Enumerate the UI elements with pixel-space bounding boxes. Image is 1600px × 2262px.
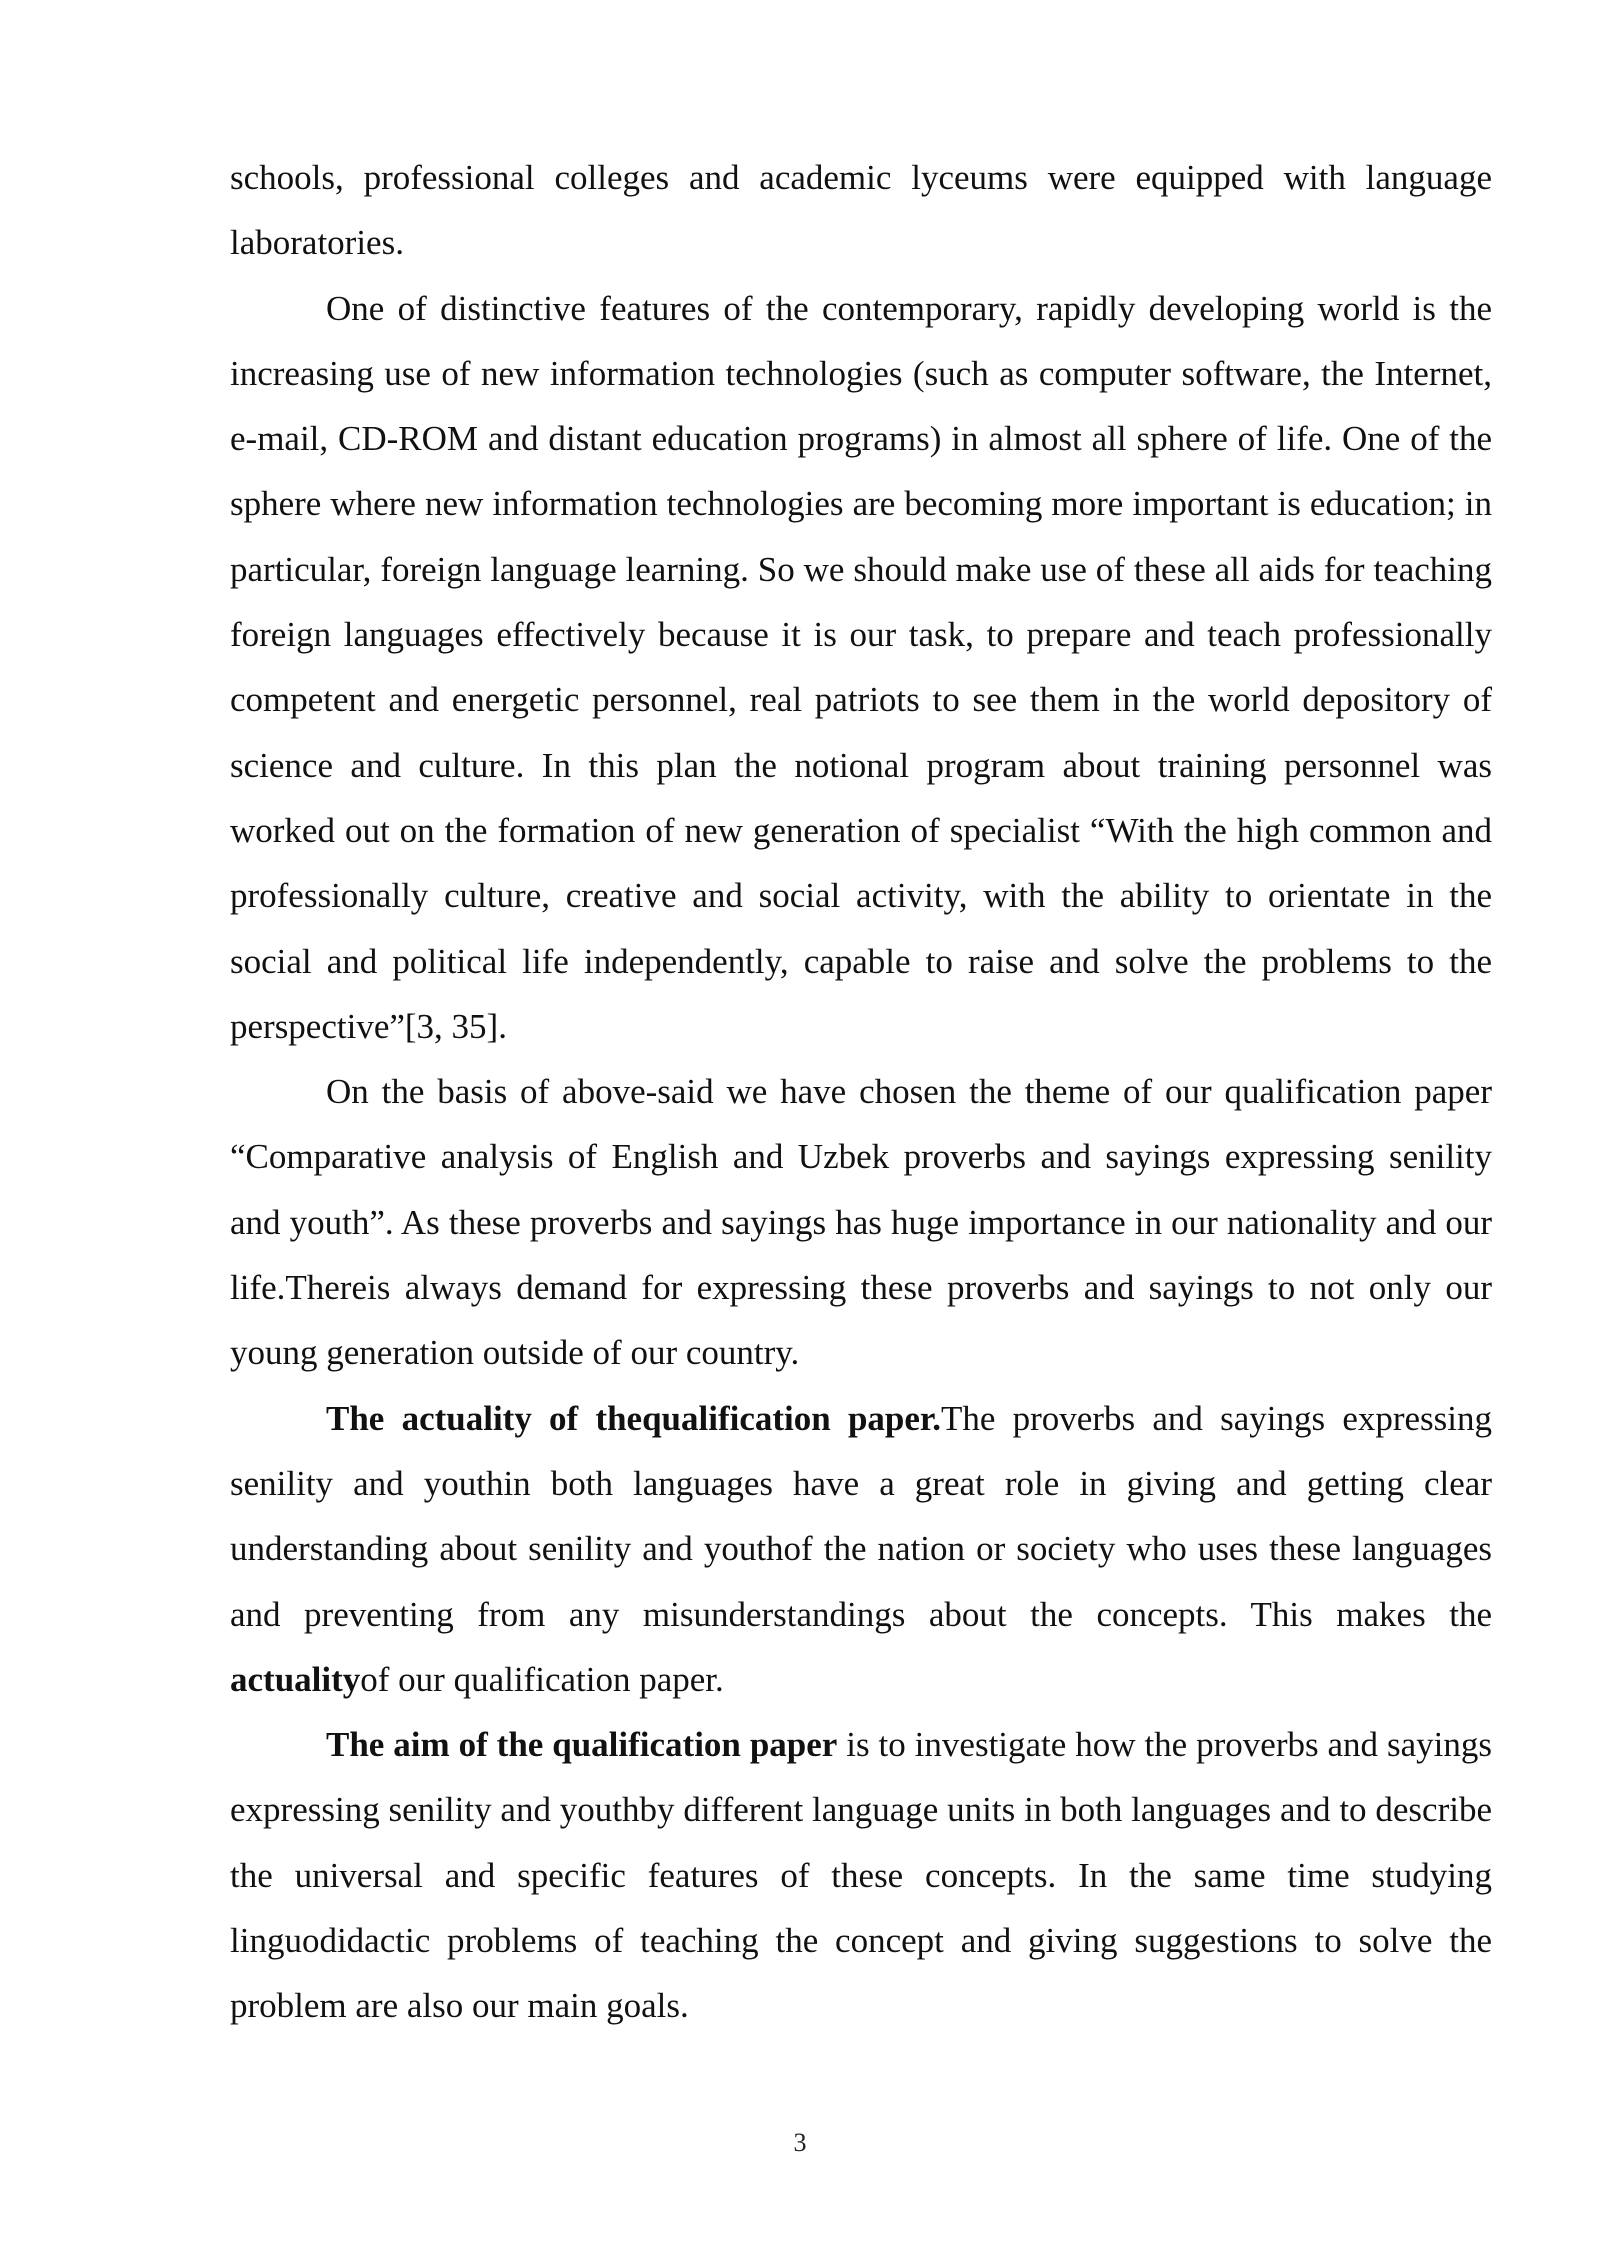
aim-text: is to investigate how the proverbs and sayings expressing senility and youthby different language units in both languages and to describe the universal and specific features of these concepts. In the same time studying linguodidactic problems of teaching the concept and giving suggestions to solve the problem are also our main goals.	[230, 1725, 1492, 2026]
paragraph-information-technologies: One of distinctive features of the contemporary, rapidly developing world is the increasing use of new information technologies (such as computer software, the Internet, e-mail, CD-ROM and distant education programs) in almost all sphere of life. One of the sphere where new information technologies are becoming more important is education; in particular, foreign language learning. So we should make use of these all aids for teaching foreign languages effectively because it is our task, to prepare and teach professionally competent and energetic personnel, real patriots to see them in the world depository of science and culture. In this plan the notional program about training personnel was worked out on the formation of new generation of specialist “With the high common and professionally culture, creative and social activity, with the ability to orientate in the social and political life independently, capable to raise and solve the problems to the perspective”[3, 35].	[230, 288, 1492, 1046]
paragraph-theme-choice: On the basis of above-said we have chosen the theme of our qualification paper “Comparative analysis of English and Uzbek proverbs and sayings expressing senility and youth”. As these proverbs and sayings has huge importance in our nationality and our life.Thereis always demand for expressing these proverbs and sayings to not only our young generation outside of our country.	[230, 1072, 1492, 1373]
paragraph-language-laboratories: schools, professional colleges and academic lyceums were equipped with language laboratories.	[230, 158, 1492, 263]
actuality-heading: The actuality of thequalification paper.	[326, 1398, 941, 1438]
paragraph-aim	[230, 1712, 1492, 2038]
aim-heading: The aim of the qualification paper	[326, 1725, 838, 1765]
paragraph-actuality	[230, 1386, 1492, 1712]
page-number: 3	[793, 2128, 807, 2157]
actuality-inline-bold: actuality	[230, 1659, 361, 1699]
actuality-text-a: The proverbs and sayings expressing senility and youthin both languages have a great role in giving and getting clear understanding about senility and youthof the nation or society who uses these languages and preventing from any misunderstandings about the concepts. This makes the	[230, 1398, 1493, 1634]
actuality-text-b: of our qualification paper.	[360, 1659, 724, 1699]
document-page	[230, 145, 1492, 2039]
